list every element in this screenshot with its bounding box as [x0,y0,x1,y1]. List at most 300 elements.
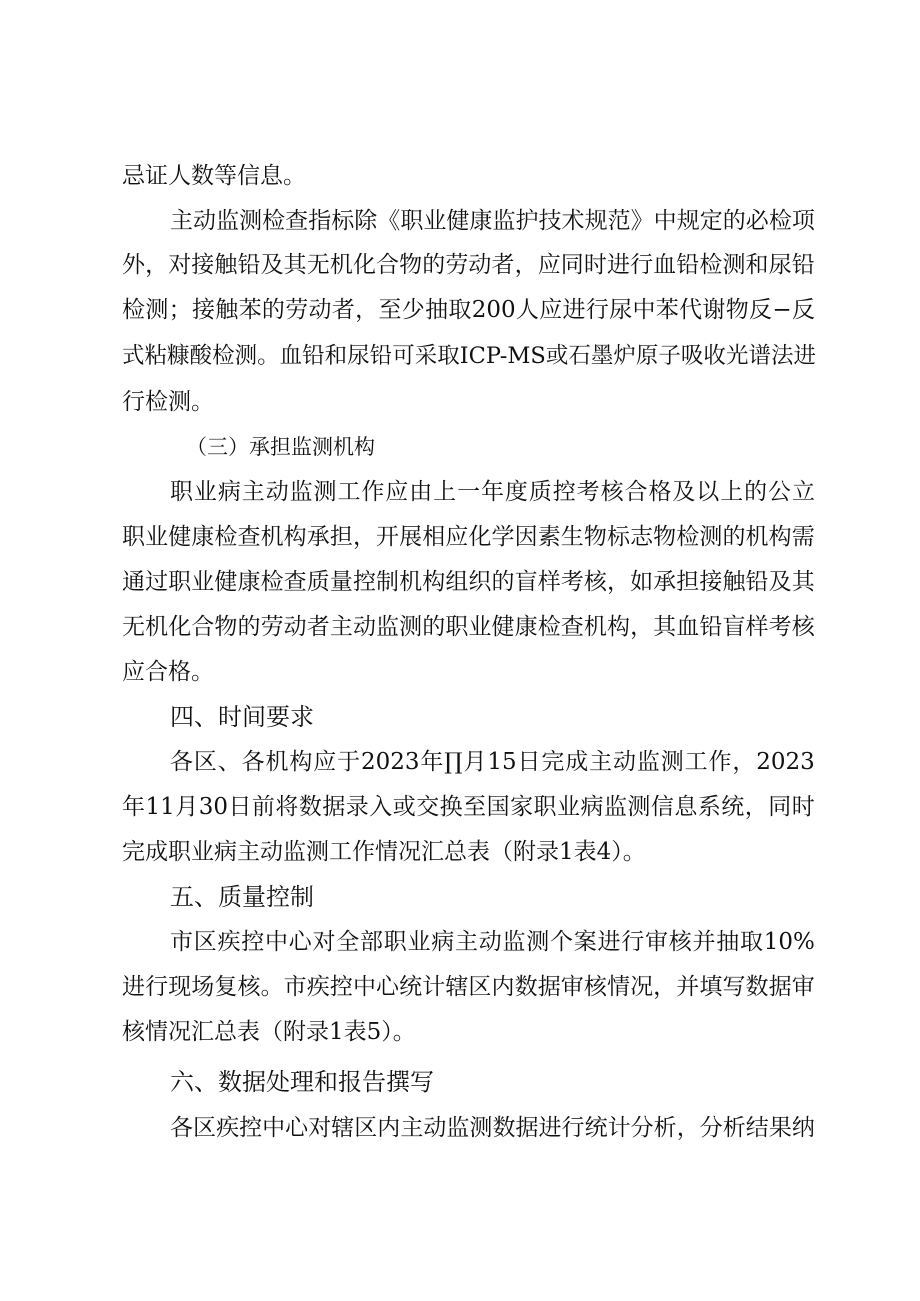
glyph: 分 [630,1115,654,1141]
glyph: 承 [306,524,330,550]
glyph: 定 [699,208,723,234]
glyph: 规 [584,208,608,234]
glyph: 的 [422,252,446,278]
glyph: 少 [401,297,425,323]
glyph: 动 [193,208,217,234]
glyph: 立 [791,479,815,505]
glyph: 病 [431,929,455,955]
glyph: 写 [722,974,746,1000]
glyph: 项 [791,208,815,234]
glyph: 查 [237,524,261,550]
glyph: 法 [770,343,794,369]
glyph: 铅 [302,343,325,369]
glyph: 谱 [748,343,771,369]
glyph: 范 [607,208,631,234]
glyph: ， [744,794,768,820]
glyph: 疾 [306,974,330,1000]
glyph: 康 [514,614,538,640]
glyph: 过 [145,569,169,595]
glyph: 主 [329,614,353,640]
glyph: 指 [308,208,332,234]
glyph: 中 [653,208,677,234]
glyph: 构 [422,569,446,595]
glyph: 代 [679,297,703,323]
glyph: 检 [212,343,235,369]
glyph: 、 [217,749,241,775]
glyph: 如 [630,569,654,595]
glyph: 测 [526,929,550,955]
glyph: 果 [768,1115,792,1141]
glyph: 其 [283,252,307,278]
glyph: 各 [241,749,265,775]
body-text-line [122,792,815,822]
glyph: 《 [377,208,401,234]
glyph: 采 [414,343,438,369]
glyph: 康 [237,569,261,595]
glyph: 行 [630,252,654,278]
glyph: 取 [437,343,460,369]
glyph: 触 [215,297,239,323]
glyph: 监 [603,794,627,820]
glyph: 开 [376,524,400,550]
glyph: 同 [560,252,584,278]
glyph: 析 [653,1115,677,1141]
glyph: 触 [722,569,746,595]
glyph: 况 [630,974,654,1000]
glyph: 计 [607,1115,631,1141]
glyph: 其 [791,569,815,595]
section-heading: 六、数据处理和报告撰写 [170,1068,434,1096]
glyph: 个 [550,929,573,955]
glyph: 或 [545,343,569,369]
glyph: 职 [168,569,192,595]
glyph: 案 [573,929,597,955]
glyph: 粘 [144,343,168,369]
glyph: 监 [289,479,313,505]
glyph: 构 [768,524,792,550]
glyph: 作 [708,749,732,775]
body-text-line [122,250,815,280]
glyph: 应 [539,297,563,323]
glyph: 系 [697,794,721,820]
glyph: 工 [337,479,361,505]
glyph: 或 [392,794,416,820]
glyph: 机 [329,252,353,278]
glyph: 健 [214,569,238,595]
glyph: ， [514,252,538,278]
glyph: ， [732,749,756,775]
glyph: 数 [492,1115,516,1141]
glyph: 样 [537,569,561,595]
glyph: 抽 [716,929,740,955]
glyph: 审 [560,974,584,1000]
glyph: 及 [768,569,792,595]
glyph: ICP-MS [459,343,546,369]
glyph: ， [145,252,169,278]
glyph: 应 [445,524,469,550]
glyph: 素 [537,524,561,550]
glyph: 物 [399,252,423,278]
glyph: 检 [676,524,700,550]
glyph: 据 [515,1115,539,1141]
glyph: 以 [696,479,720,505]
glyph: 机 [399,569,423,595]
glyph: 糠 [167,343,190,369]
glyph: 15 [487,749,517,775]
glyph: 数 [514,974,538,1000]
glyph: 上 [720,479,744,505]
glyph: 质 [528,479,552,505]
glyph: 检 [699,252,723,278]
body-text-line: 应合格。 [122,659,214,685]
glyph: 量 [329,569,353,595]
glyph: 的 [491,569,515,595]
glyph: 疾 [217,929,241,955]
body-text-line [170,206,815,236]
glyph: 控 [552,479,576,505]
glyph: 填 [699,974,723,1000]
glyph: 业 [407,929,431,955]
glyph: 主 [170,208,193,234]
glyph: 行 [561,1115,585,1141]
glyph: 术 [561,208,585,234]
glyph: 者 [491,252,515,278]
glyph: 完 [541,749,565,775]
glyph: 监 [636,749,660,775]
glyph: ， [606,569,630,595]
glyph: 日 [517,749,541,775]
glyph: 健 [491,614,515,640]
glyph: 子 [658,343,681,369]
glyph: 苯 [238,297,262,323]
body-text-line: 行检测。 [122,389,214,415]
glyph: 铅 [237,252,261,278]
glyph: 规 [676,208,700,234]
glyph: 制 [376,569,400,595]
glyph: 各 [170,1115,193,1141]
glyph: 年 [420,749,444,775]
glyph: 部 [360,929,383,955]
glyph: 合 [191,614,215,640]
glyph: 对 [312,929,336,955]
glyph: 市 [283,974,307,1000]
glyph: 检 [260,569,284,595]
glyph: 业 [557,794,580,820]
glyph: 据 [537,974,561,1000]
glyph: 工 [684,749,708,775]
glyph: 接 [191,297,215,323]
glyph: 尿 [609,297,633,323]
glyph: 除 [354,208,378,234]
glyph: 反 [791,297,815,323]
glyph: ， [355,297,379,323]
glyph: 控 [241,929,265,955]
glyph: 外 [122,252,145,278]
glyph: 测 [234,343,258,369]
glyph: 数 [298,794,322,820]
glyph: 尿 [768,252,792,278]
glyph: 业 [191,569,215,595]
glyph: 和 [745,252,769,278]
glyph: 成 [565,749,589,775]
glyph: 2023 [361,749,420,775]
glyph: 行 [145,974,169,1000]
glyph: 尿 [347,343,370,369]
glyph: 时 [791,794,815,820]
glyph: 现 [168,974,192,1000]
glyph: 月 [463,749,487,775]
glyph: 职 [122,524,145,550]
glyph: 的 [422,614,446,640]
glyph: 内 [377,1115,401,1141]
glyph: 及 [260,252,284,278]
glyph: 检 [214,524,238,550]
glyph: 度 [504,479,528,505]
glyph: 考 [576,479,600,505]
glyph: 检 [122,297,145,323]
glyph: 样 [745,614,769,640]
glyph: 的 [722,524,746,550]
glyph: 检 [537,614,561,640]
glyph: 测 [145,297,169,323]
glyph: 职 [445,614,469,640]
glyph: 物 [653,524,677,550]
glyph: 应 [385,479,409,505]
glyph: 组 [445,569,469,595]
glyph: 统 [721,794,745,820]
glyph: 监 [446,1115,470,1141]
glyph: 职 [383,929,407,955]
glyph: 对 [168,252,192,278]
glyph: 应 [313,749,337,775]
body-text-line [122,295,815,325]
glyph: 检 [768,208,792,234]
glyph: 和 [324,343,348,369]
glyph: 接 [699,569,723,595]
glyph: 查 [560,614,584,640]
glyph: 核 [791,614,815,640]
glyph: 主 [589,749,613,775]
glyph: 测 [660,749,684,775]
glyph: 主 [400,1115,424,1141]
glyph: 物 [214,614,238,640]
glyph: 的 [722,208,746,234]
glyph: 业 [423,208,447,234]
glyph: 信 [650,794,674,820]
body-text-line: 完成职业病主动监测工作情况汇总表（附录1表4）。 [122,839,646,865]
glyph: 的 [261,297,285,323]
glyph: 测 [627,794,651,820]
glyph: 入 [369,794,393,820]
glyph: 人 [515,297,539,323]
glyph: 病 [580,794,604,820]
section-heading: 四、时间要求 [170,703,314,731]
glyph: 进 [122,974,145,1000]
glyph: 动 [308,297,332,323]
glyph: 原 [635,343,659,369]
glyph: 区 [354,1115,378,1141]
body-text-line [122,612,815,642]
glyph: 业 [145,524,169,550]
glyph: 月 [175,794,199,820]
glyph: 将 [275,794,299,820]
glyph: 行 [621,929,645,955]
glyph: 至 [378,297,402,323]
glyph: 其 [653,614,677,640]
glyph: 业 [193,479,217,505]
glyph: 织 [468,569,492,595]
glyph: 于 [337,749,361,775]
glyph: 统 [399,974,423,1000]
glyph: 测 [239,208,263,234]
glyph: 触 [214,252,238,278]
glyph: 构 [606,614,630,640]
glyph: 光 [725,343,749,369]
glyph: 控 [239,1115,263,1141]
glyph: 铅 [369,343,393,369]
glyph: 动 [265,479,289,505]
glyph: 吸 [680,343,704,369]
glyph: 取 [448,297,472,323]
glyph: 同 [768,794,792,820]
glyph: 析 [722,1115,746,1141]
glyph: 年 [480,479,504,505]
glyph: 统 [584,1115,608,1141]
glyph: 格 [648,479,672,505]
glyph: 盲 [514,569,538,595]
glyph: 应 [537,252,561,278]
glyph: 的 [237,614,261,640]
glyph: 11 [145,794,175,820]
glyph: 进 [562,297,586,323]
glyph: 中 [352,974,376,1000]
glyph: 检 [262,208,286,234]
glyph: 铅 [699,614,723,640]
glyph: 中 [262,1115,286,1141]
glyph: 审 [645,929,668,955]
glyph: 一 [457,479,481,505]
glyph: 可 [392,343,415,369]
glyph: 动 [613,749,637,775]
glyph: 审 [791,974,815,1000]
glyph: 控 [352,569,376,595]
glyph: 铅 [676,252,700,278]
glyph: 辖 [331,1115,355,1141]
glyph: 生 [560,524,584,550]
glyph: 担 [676,569,700,595]
glyph: 标 [331,208,355,234]
body-text-line [170,747,815,777]
glyph: 纳 [791,1115,815,1141]
glyph: 墨 [590,343,614,369]
glyph: 收 [703,343,726,369]
glyph: 监 [216,208,240,234]
glyph: 心 [376,974,400,1000]
glyph: 质 [306,569,330,595]
glyph: 铅 [791,252,815,278]
glyph: 查 [285,208,309,234]
glyph: 取 [740,929,763,955]
glyph: 式 [122,343,145,369]
glyph: 区 [468,974,492,1000]
glyph: 化 [468,524,492,550]
glyph: ； [168,297,192,323]
glyph: 劳 [285,297,309,323]
glyph: 并 [676,974,700,1000]
glyph: 场 [191,974,215,1000]
glyph: 据 [322,794,346,820]
glyph: 机 [145,614,169,640]
glyph: 核 [600,479,624,505]
glyph: 机 [583,614,607,640]
glyph: 交 [416,794,440,820]
glyph: 作 [361,479,385,505]
glyph: 并 [692,929,716,955]
glyph: 必 [745,208,769,234]
glyph: 年 [122,794,145,820]
glyph: 主 [241,479,265,505]
glyph: 对 [308,1115,332,1141]
glyph: 。 [257,343,280,369]
glyph: 苯 [655,297,679,323]
glyph: 护 [515,208,539,234]
glyph: 心 [285,1115,309,1141]
glyph: 心 [288,929,312,955]
glyph: 康 [469,208,493,234]
body-text-line [122,972,815,1002]
glyph: 核 [237,974,261,1000]
glyph: 通 [122,569,145,595]
glyph: 盲 [722,614,746,640]
glyph: 动 [468,252,492,278]
glyph: 物 [725,297,749,323]
body-text-line [122,522,815,552]
glyph: 区 [193,1115,217,1141]
glyph: 职 [400,208,424,234]
glyph: 测 [469,1115,493,1141]
glyph: 测 [722,252,746,278]
glyph: 录 [345,794,369,820]
glyph: 监 [502,929,526,955]
glyph: 据 [768,974,792,1000]
glyph: ∏ [444,749,463,775]
body-text-line: 忌证人数等信息。 [122,163,306,189]
glyph: 市 [170,929,193,955]
glyph: 血 [653,252,677,278]
glyph: 进 [606,252,630,278]
glyph: 核 [583,569,607,595]
glyph: ， [630,614,654,640]
glyph: 监 [492,208,516,234]
glyph: 动 [283,614,307,640]
glyph: 区 [193,749,217,775]
glyph: 2023 [756,749,815,775]
glyph: 机 [265,749,289,775]
glyph: 构 [289,749,313,775]
glyph: 由 [409,479,433,505]
glyph: 各 [170,749,193,775]
glyph: 息 [674,794,698,820]
glyph: − [772,297,792,323]
glyph: 担 [329,524,353,550]
glyph: 合 [376,252,400,278]
glyph: 机 [260,524,284,550]
glyph: 10% [763,929,815,955]
glyph: 区 [193,929,217,955]
glyph: 及 [672,479,696,505]
glyph: 进 [538,1115,562,1141]
glyph: 换 [439,794,463,820]
